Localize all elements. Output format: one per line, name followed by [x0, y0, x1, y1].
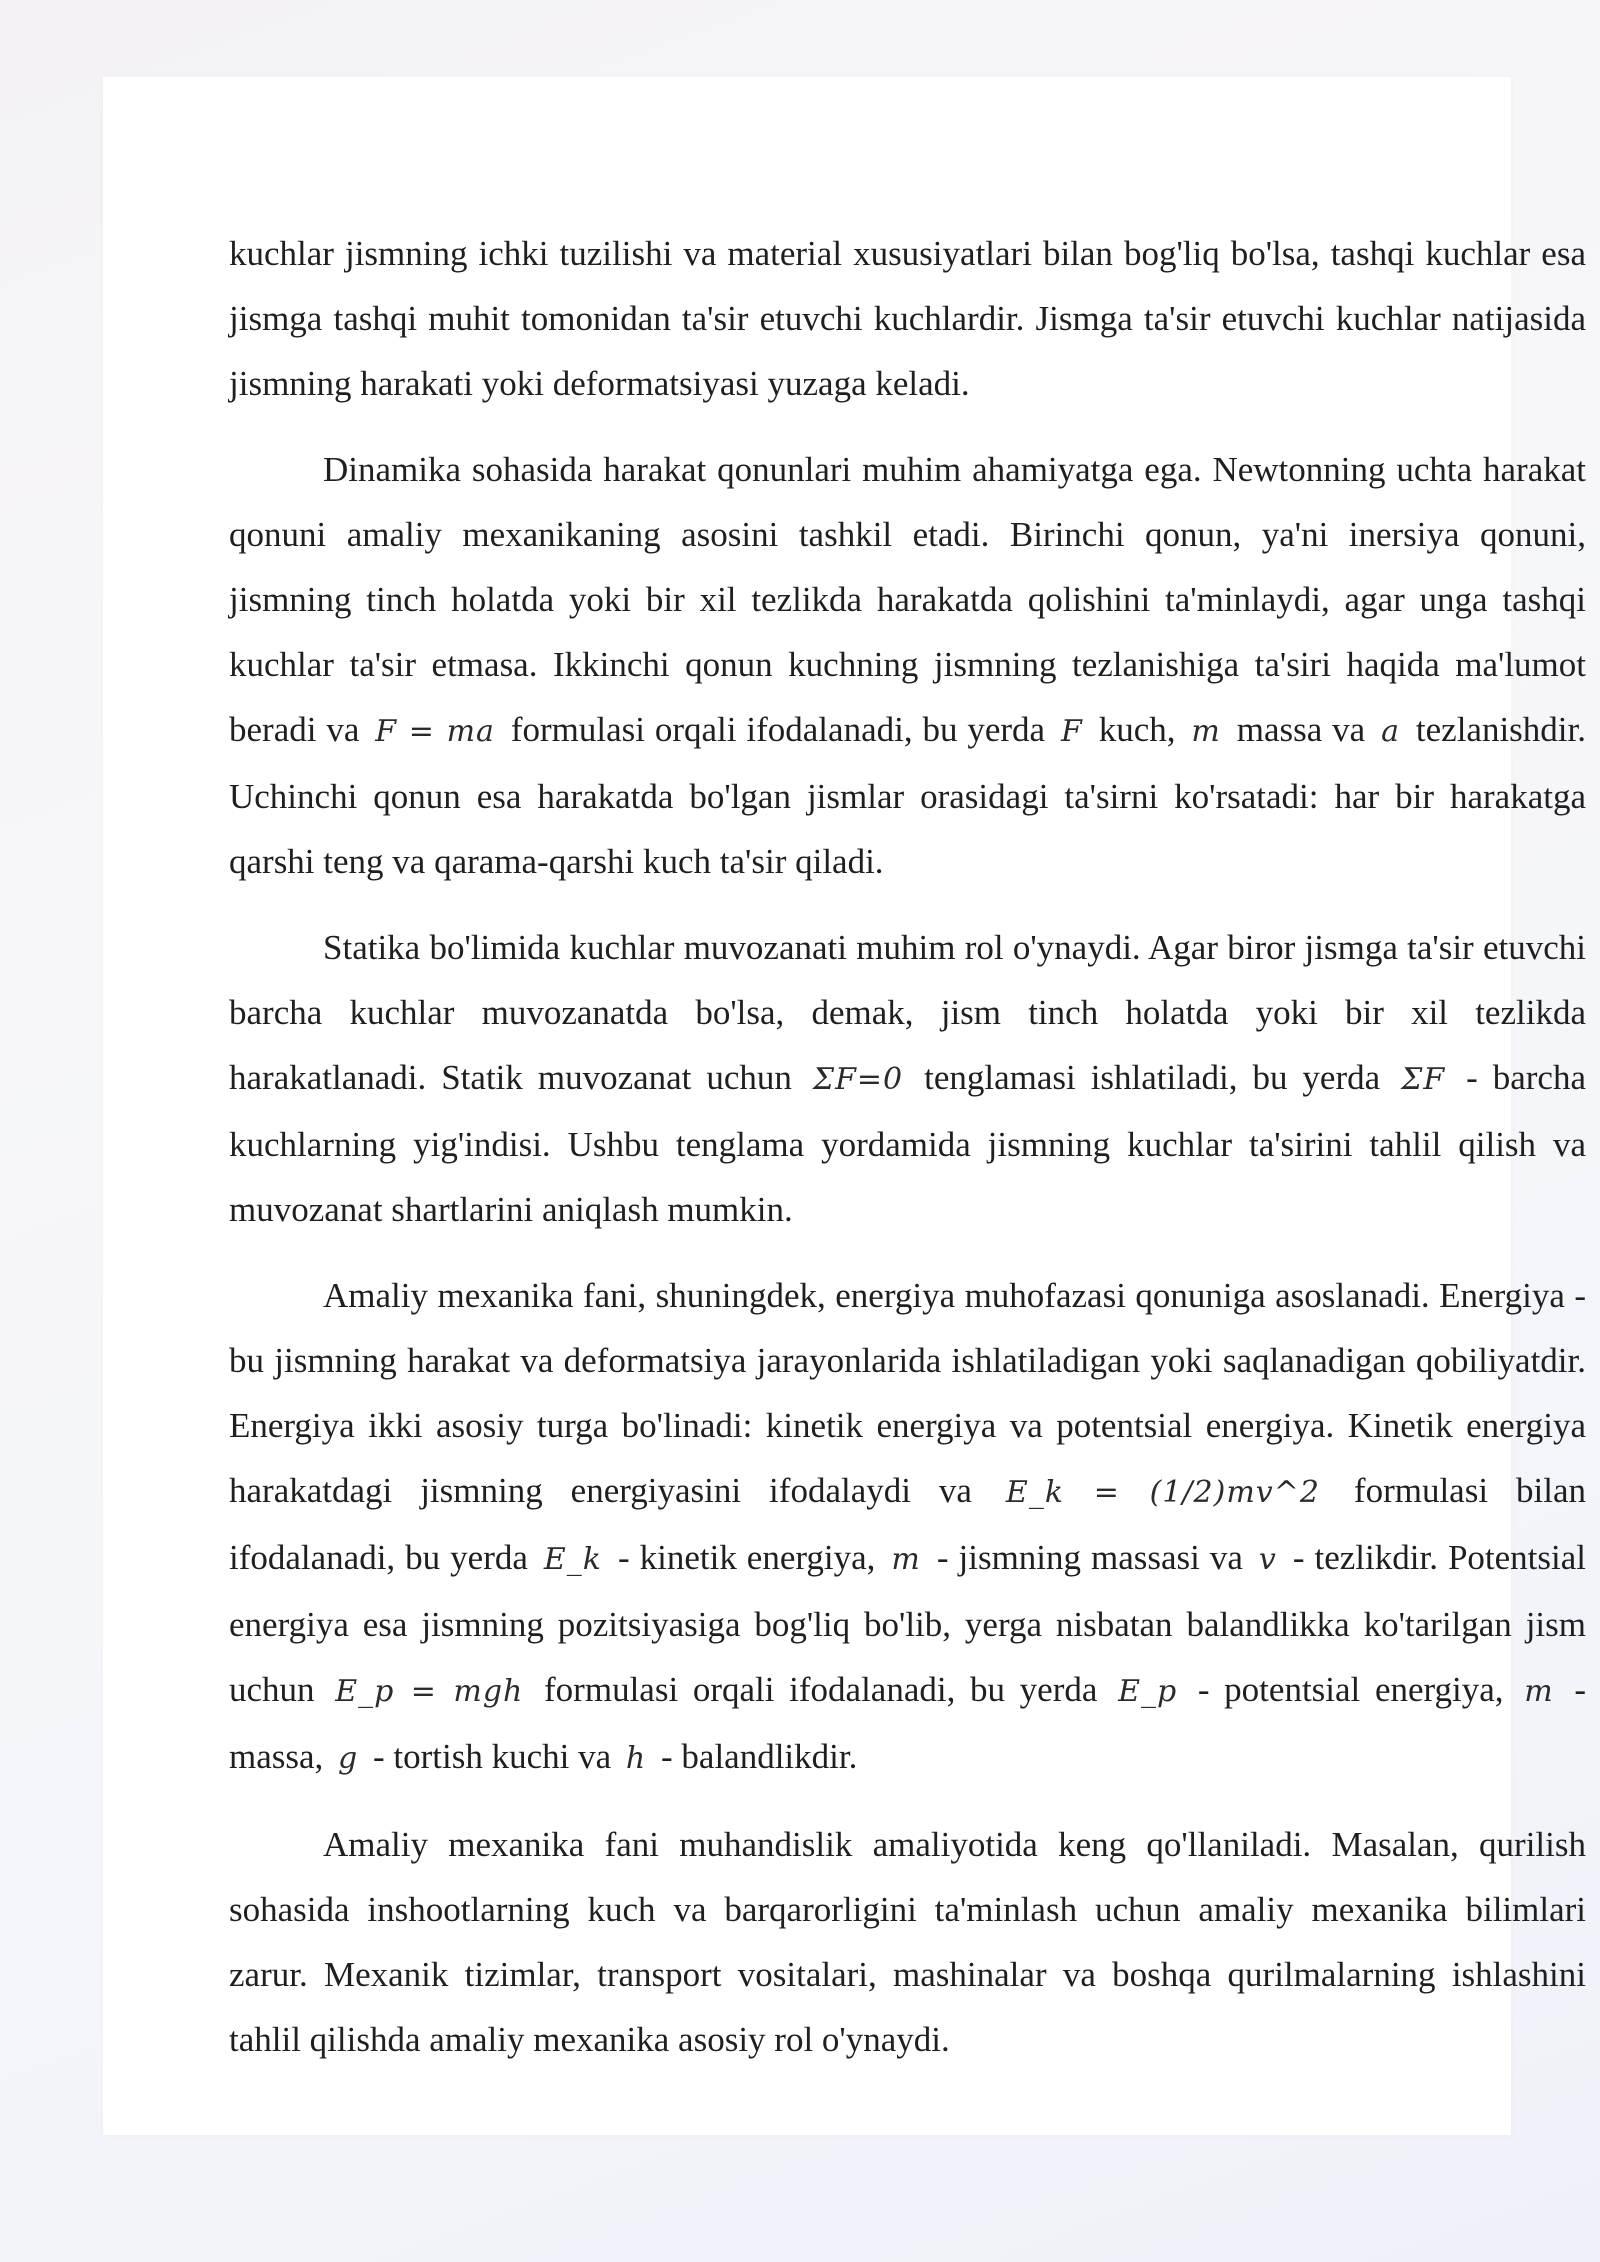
paragraph-text: - tezlikdir. Potentsial energiya esa jismning pozitsiyasiga bog'liq bo'lib, yerga nisbatan balandlikka ko'tarilgan jism uchun: [229, 1538, 1587, 1709]
inline-formula: g: [338, 1741, 359, 1776]
paragraph: [229, 437, 1586, 894]
paragraph-text: kuchlar jismning ichki tuzilishi va material xususiyatlari bilan bog'liq bo'lsa, tashqi kuchlar esa jismga tashqi muhit tomonidan ta'sir etuvchi kuchlardir. Jismga ta'sir etuvchi kuchlar natijasida jismning harakati yoki deformatsiyasi yuzaga keladi.: [229, 234, 1586, 403]
paragraph: [229, 915, 1586, 1242]
paragraph-text: formulasi orqali ifodalanadi, bu yerda: [500, 710, 1055, 749]
paragraph-text: - jismning massasi va: [926, 1538, 1253, 1577]
paragraph-text: formulasi bilan ifodalanadi, bu yerda: [229, 1471, 1586, 1577]
paragraph-text: - barcha kuchlarning yig'indisi. Ushbu tenglama yordamida jismning kuchlar ta'sirini tahlil qilish va muvozanat shartlarini aniqlash mumkin.: [229, 1058, 1586, 1229]
paragraph-text: tenglamasi ishlatiladi, bu yerda: [909, 1058, 1396, 1097]
inline-formula: E_p: [1118, 1674, 1178, 1709]
inline-formula: a: [1381, 714, 1401, 749]
paragraph-text: formulasi orqali ifodalanadi, bu yerda: [529, 1670, 1113, 1709]
paragraph-text: Amaliy mexanika fani muhandislik amaliyotida keng qo'llaniladi. Masalan, qurilish sohasida inshootlarning kuch va barqarorligini ta'minlash uchun amaliy mexanika bilimlari zarur. Mexanik tizimlar, transport vositalari, mashinalar va boshqa qurilmalarning ishlashini tahlil qilishda amaliy mexanika asosiy rol o'ynaydi.: [229, 1825, 1586, 2059]
paragraph: [229, 221, 1586, 416]
inline-formula: m: [891, 1542, 921, 1577]
inline-formula: F = ma: [375, 714, 495, 749]
paragraph-text: Amaliy mexanika fani, shuningdek, energiya muhofazasi qonuniga asoslanadi. Energiya - bu jismning harakat va deformatsiya jarayonlarida ishlatiladigan yoki saqlanadigan qobiliyatdir. Energiya ikki asosiy turga bo'linadi: kinetik energiya va potentsial energiya. Kinetik energiya harakatdagi jismning energiyasini ifodalaydi va: [229, 1276, 1586, 1510]
inline-formula: v: [1258, 1542, 1277, 1577]
paragraph-text: - massa,: [229, 1670, 1586, 1776]
inline-formula: E_k: [543, 1542, 602, 1577]
paragraph: [229, 1263, 1586, 1791]
paragraph: [229, 1812, 1586, 2072]
inline-formula: ΣF: [1401, 1062, 1446, 1097]
paragraph-text: - balandlikdir.: [652, 1737, 858, 1776]
paragraph-text: - potentsial energiya,: [1183, 1670, 1519, 1709]
paragraph-text: - tortish kuchi va: [364, 1737, 620, 1776]
paragraph-text: kuch,: [1088, 710, 1186, 749]
paragraph-text: tezlanishdir. Uchinchi qonun esa harakatda bo'lgan jismlar orasidagi ta'sirni ko'rsatadi: har bir harakatga qarshi teng va qarama-qarshi kuch ta'sir qiladi.: [229, 710, 1587, 881]
inline-formula: E_p = mgh: [335, 1674, 524, 1709]
document-body: [229, 221, 1586, 2093]
inline-formula: ΣF=0: [812, 1062, 904, 1097]
paragraph-text: - kinetik energiya,: [607, 1538, 886, 1577]
inline-formula: h: [625, 1741, 647, 1776]
inline-formula: m: [1524, 1674, 1554, 1709]
inline-formula: F: [1061, 714, 1083, 749]
document-page: [103, 77, 1587, 2135]
inline-formula: m: [1191, 714, 1221, 749]
inline-formula: E_k = (1/2)mv^2: [1005, 1475, 1320, 1510]
paragraph-text: Statika bo'limida kuchlar muvozanati muhim rol o'ynaydi. Agar biror jismga ta'sir etuvchi barcha kuchlar muvozanatda bo'lsa, demak, jism tinch holatda yoki bir xil tezlikda harakatlanadi. Statik muvozanat uchun: [229, 928, 1586, 1097]
paragraph-text: massa va: [1226, 710, 1376, 749]
paragraph-text: Dinamika sohasida harakat qonunlari muhim ahamiyatga ega. Newtonning uchta harakat qonuni amaliy mexanikaning asosini tashkil etadi. Birinchi qonun, ya'ni inersiya qonuni, jismning tinch holatda yoki bir xil tezlikda harakatda qolishini ta'minlaydi, agar unga tashqi kuchlar ta'sir etmasa. Ikkinchi qonun kuchning jismning tezlanishiga ta'siri haqida ma'lumot beradi va: [229, 450, 1586, 749]
